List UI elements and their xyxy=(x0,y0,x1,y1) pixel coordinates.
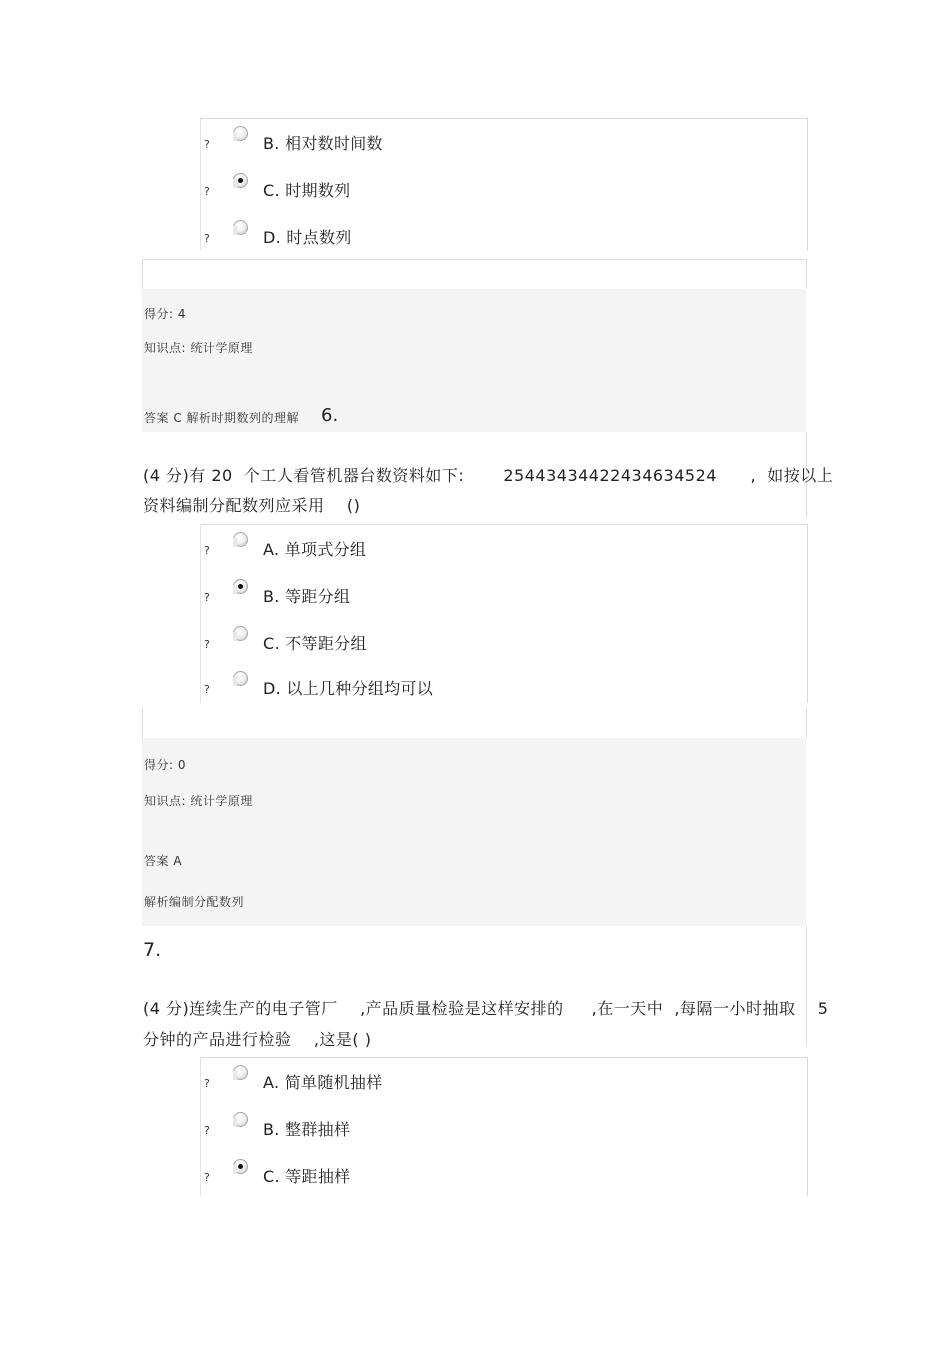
option-row[interactable] xyxy=(201,126,807,156)
divider xyxy=(806,259,807,289)
analysis-text: 解析编制分配数列 xyxy=(144,895,245,909)
divider xyxy=(142,259,807,260)
knowledge-point: 知识点: 统计学原理 xyxy=(144,794,253,808)
option-label: A. 单项式分组 xyxy=(263,540,367,559)
radio-button[interactable] xyxy=(233,1065,248,1080)
option-row[interactable] xyxy=(201,1112,807,1142)
divider xyxy=(142,259,143,289)
option-marker: ? xyxy=(204,232,210,245)
question-number: 7. xyxy=(143,939,162,961)
radio-button-selected[interactable] xyxy=(233,1159,248,1174)
q5-options-box xyxy=(200,118,808,251)
question-text: 分钟的产品进行检验 ,这是( ) xyxy=(143,1030,372,1049)
score-text: 得分: 0 xyxy=(144,758,186,772)
q7-options-box xyxy=(200,1057,808,1196)
option-row[interactable] xyxy=(201,173,807,203)
q6-options-box xyxy=(200,524,808,703)
option-row[interactable] xyxy=(201,1065,807,1095)
option-marker: ? xyxy=(204,1124,210,1137)
option-marker: ? xyxy=(204,544,210,557)
option-marker: ? xyxy=(204,1077,210,1090)
option-label: B. 等距分组 xyxy=(263,587,351,606)
option-label: D. 以上几种分组均可以 xyxy=(263,679,434,698)
answer-text: 答案 A xyxy=(144,854,183,868)
knowledge-point: 知识点: 统计学原理 xyxy=(144,341,253,355)
divider xyxy=(806,926,807,1046)
question-text: (4 分)有 20 个工人看管机器台数资料如下: 25443434422434634524 , 如按以上 xyxy=(143,466,834,485)
q5-result-panel xyxy=(142,289,806,432)
option-marker: ? xyxy=(204,138,210,151)
option-label: D. 时点数列 xyxy=(263,228,352,247)
option-label: A. 简单随机抽样 xyxy=(263,1073,383,1092)
option-label: C. 不等距分组 xyxy=(263,634,367,653)
option-marker: ? xyxy=(204,683,210,696)
option-label: C. 时期数列 xyxy=(263,181,351,200)
option-row[interactable] xyxy=(201,626,807,656)
divider xyxy=(142,708,143,738)
question-text: (4 分)连续生产的电子管厂 ,产品质量检验是这样安排的 ,在一天中 ,每隔一小时抽取 5 xyxy=(143,999,829,1018)
option-row[interactable] xyxy=(201,1159,807,1189)
q6-result-panel xyxy=(142,738,806,926)
radio-button[interactable] xyxy=(233,220,248,235)
radio-button[interactable] xyxy=(233,1112,248,1127)
radio-button[interactable] xyxy=(233,671,248,686)
option-label: B. 整群抽样 xyxy=(263,1120,351,1139)
option-marker: ? xyxy=(204,185,210,198)
question-text: 资料编制分配数列应采用 () xyxy=(143,496,361,515)
divider xyxy=(806,708,807,738)
radio-button[interactable] xyxy=(233,532,248,547)
option-row[interactable] xyxy=(201,532,807,562)
radio-button[interactable] xyxy=(233,626,248,641)
radio-button-selected[interactable] xyxy=(233,579,248,594)
radio-button[interactable] xyxy=(233,126,248,141)
option-row[interactable] xyxy=(201,220,807,250)
answer-analysis: 答案 C 解析时期数列的理解 xyxy=(144,411,300,425)
option-marker: ? xyxy=(204,638,210,651)
option-label: B. 相对数时间数 xyxy=(263,134,383,153)
question-number: 6. xyxy=(321,405,339,426)
option-label: C. 等距抽样 xyxy=(263,1167,351,1186)
option-row[interactable] xyxy=(201,671,807,701)
option-marker: ? xyxy=(204,591,210,604)
option-row[interactable] xyxy=(201,579,807,609)
score-text: 得分: 4 xyxy=(144,307,186,321)
option-marker: ? xyxy=(204,1171,210,1184)
radio-button-selected[interactable] xyxy=(233,173,248,188)
